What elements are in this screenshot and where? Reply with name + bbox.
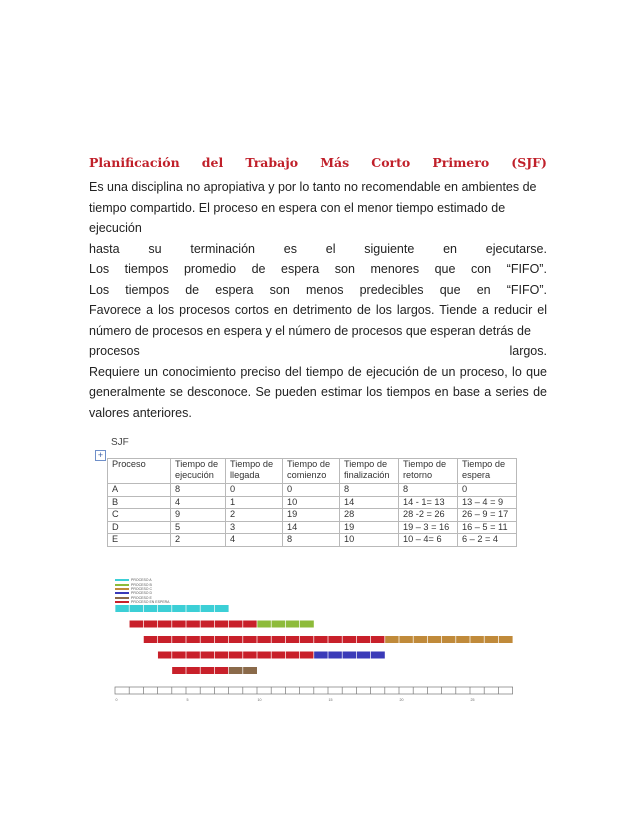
gantt-wait-cell-C bbox=[328, 636, 342, 643]
table-cell: 8 bbox=[340, 484, 399, 497]
word: procesos bbox=[89, 344, 140, 358]
gantt-axis-tick-label: 25 bbox=[470, 698, 475, 702]
gantt-run-cell-D bbox=[328, 652, 342, 659]
table-cell: D bbox=[108, 521, 171, 534]
word: hasta bbox=[89, 241, 120, 256]
table-cell: 9 bbox=[171, 509, 226, 522]
gantt-run-cell-C bbox=[484, 636, 498, 643]
table-cell: C bbox=[108, 509, 171, 522]
column-header: Tiempo de llegada bbox=[226, 459, 283, 484]
legend-swatch bbox=[115, 579, 129, 581]
gantt-svg bbox=[110, 574, 520, 714]
heading-word: (SJF) bbox=[511, 155, 547, 170]
table-cell: 19 – 3 = 16 bbox=[399, 521, 458, 534]
heading-word: Primero bbox=[432, 155, 490, 170]
word: que bbox=[439, 282, 461, 297]
sjf-table bbox=[107, 458, 517, 547]
gantt-wait-cell-B bbox=[200, 621, 214, 628]
column-header: Tiempo de ejecución bbox=[171, 459, 226, 484]
gantt-run-cell-C bbox=[399, 636, 413, 643]
heading-word: Más bbox=[320, 155, 350, 170]
word: predecibles bbox=[359, 282, 424, 297]
gantt-wait-cell-C bbox=[172, 636, 186, 643]
table-cell: 10 – 4= 6 bbox=[399, 534, 458, 547]
heading-word: Trabajo bbox=[245, 155, 299, 170]
table-header-row bbox=[108, 459, 517, 484]
table-row bbox=[108, 509, 517, 522]
text-line-content: tiempo compartido. El proceso en espera con el menor tiempo estimado de ejecución bbox=[89, 200, 506, 235]
paragraph-1 bbox=[89, 177, 547, 423]
gantt-wait-cell-C bbox=[271, 636, 285, 643]
gantt-axis-tick-label: 20 bbox=[399, 698, 404, 702]
gantt-run-cell-A bbox=[172, 605, 186, 612]
table-cell: 0 bbox=[283, 484, 340, 497]
gantt-run-cell-E bbox=[243, 667, 257, 674]
gantt-wait-cell-C bbox=[285, 636, 299, 643]
gantt-run-cell-C bbox=[427, 636, 441, 643]
table-cell: 8 bbox=[283, 534, 340, 547]
legend-item bbox=[115, 600, 170, 604]
gantt-run-cell-B bbox=[271, 621, 285, 628]
table-cell: E bbox=[108, 534, 171, 547]
table-cell: 10 bbox=[340, 534, 399, 547]
legend-swatch bbox=[115, 588, 129, 590]
gantt-wait-cell-D bbox=[243, 652, 257, 659]
gantt-wait-cell-C bbox=[143, 636, 157, 643]
gantt-wait-cell-B bbox=[172, 621, 186, 628]
gantt-wait-cell-C bbox=[356, 636, 370, 643]
table-cell: 1 bbox=[226, 496, 283, 509]
column-header: Tiempo de finalización bbox=[340, 459, 399, 484]
column-header: Proceso bbox=[108, 459, 171, 484]
column-header: Tiempo de retorno bbox=[399, 459, 458, 484]
word: son bbox=[334, 262, 355, 276]
gantt-run-cell-A bbox=[158, 605, 172, 612]
gantt-run-cell-C bbox=[442, 636, 456, 643]
table-cell: 2 bbox=[171, 534, 226, 547]
legend-label: PROCESO C bbox=[131, 586, 153, 591]
gantt-axis-tick-label: 5 bbox=[186, 698, 189, 702]
gantt-run-cell-A bbox=[129, 605, 143, 612]
word: de bbox=[251, 262, 266, 276]
word: de bbox=[185, 282, 200, 297]
table-cell: 0 bbox=[458, 484, 517, 497]
word: son bbox=[269, 282, 290, 297]
section-heading bbox=[89, 155, 547, 170]
table-cell: 14 bbox=[340, 496, 399, 509]
gantt-wait-cell-D bbox=[229, 652, 243, 659]
table-cell: 13 – 4 = 9 bbox=[458, 496, 517, 509]
gantt-run-cell-A bbox=[186, 605, 200, 612]
table-cell: 28 bbox=[340, 509, 399, 522]
word: ejecutarse. bbox=[485, 241, 547, 256]
word: tiempos bbox=[124, 262, 169, 276]
gantt-wait-cell-B bbox=[243, 621, 257, 628]
paragraph-2: Favorece a los procesos cortos en detrimento de los largos. Tiende a reducir el número de procesos en espera y el número de procesos que esperan detrás de bbox=[89, 303, 547, 338]
gantt-wait-cell-B bbox=[186, 621, 200, 628]
gantt-run-cell-C bbox=[456, 636, 470, 643]
table-cell: 16 – 5 = 11 bbox=[458, 521, 517, 534]
word: es bbox=[283, 241, 297, 256]
legend-swatch bbox=[115, 592, 129, 594]
gantt-run-cell-A bbox=[200, 605, 214, 612]
gantt-wait-cell-E bbox=[214, 667, 228, 674]
gantt-wait-cell-D bbox=[271, 652, 285, 659]
gantt-run-cell-D bbox=[356, 652, 370, 659]
word: que bbox=[434, 262, 456, 276]
table-cell: 4 bbox=[226, 534, 283, 547]
gantt-run-cell-C bbox=[413, 636, 427, 643]
gantt-wait-cell-D bbox=[300, 652, 314, 659]
gantt-wait-cell-C bbox=[186, 636, 200, 643]
table-cell: 28 -2 = 26 bbox=[399, 509, 458, 522]
gantt-run-cell-A bbox=[143, 605, 157, 612]
text-line bbox=[89, 341, 547, 362]
gantt-wait-cell-C bbox=[243, 636, 257, 643]
gantt-chart bbox=[110, 574, 520, 714]
gantt-run-cell-D bbox=[314, 652, 328, 659]
table-row bbox=[108, 496, 517, 509]
gantt-wait-cell-E bbox=[186, 667, 200, 674]
gantt-wait-cell-C bbox=[371, 636, 385, 643]
table-cell: A bbox=[108, 484, 171, 497]
gantt-legend bbox=[115, 578, 170, 604]
gantt-wait-cell-C bbox=[200, 636, 214, 643]
text-line bbox=[89, 239, 547, 260]
table-cell: 14 bbox=[283, 521, 340, 534]
table-cell: 8 bbox=[399, 484, 458, 497]
table-row bbox=[108, 484, 517, 497]
heading-word: del bbox=[201, 155, 224, 170]
gantt-wait-cell-D bbox=[214, 652, 228, 659]
gantt-wait-cell-C bbox=[342, 636, 356, 643]
table-cell: 5 bbox=[171, 521, 226, 534]
word: Los bbox=[89, 282, 110, 297]
legend-label: PROCESO B bbox=[131, 582, 152, 587]
word: promedio bbox=[183, 262, 237, 276]
table-cell: B bbox=[108, 496, 171, 509]
column-header: Tiempo de comienzo bbox=[283, 459, 340, 484]
word: espera bbox=[215, 282, 254, 297]
word: espera bbox=[281, 262, 320, 276]
word: en bbox=[476, 282, 491, 297]
word: “FIFO”. bbox=[506, 262, 547, 276]
gantt-run-cell-D bbox=[371, 652, 385, 659]
gantt-wait-cell-B bbox=[129, 621, 143, 628]
word: menores bbox=[370, 262, 420, 276]
gantt-run-cell-B bbox=[285, 621, 299, 628]
table-cell: 4 bbox=[171, 496, 226, 509]
text-line bbox=[89, 259, 547, 280]
table-cell: 19 bbox=[283, 509, 340, 522]
table-cell: 2 bbox=[226, 509, 283, 522]
gantt-wait-cell-E bbox=[200, 667, 214, 674]
heading-word: Corto bbox=[371, 155, 411, 170]
word: Los bbox=[89, 262, 110, 276]
gantt-wait-cell-C bbox=[214, 636, 228, 643]
gantt-wait-cell-C bbox=[158, 636, 172, 643]
gantt-run-cell-D bbox=[342, 652, 356, 659]
gantt-wait-cell-D bbox=[172, 652, 186, 659]
gantt-wait-cell-D bbox=[285, 652, 299, 659]
legend-swatch bbox=[115, 597, 129, 599]
word: menos bbox=[305, 282, 344, 297]
word: su bbox=[148, 241, 162, 256]
table-cell: 6 – 2 = 4 bbox=[458, 534, 517, 547]
table-cell: 3 bbox=[226, 521, 283, 534]
table-cell: 19 bbox=[340, 521, 399, 534]
gantt-wait-cell-B bbox=[158, 621, 172, 628]
text-line bbox=[89, 177, 547, 198]
gantt-wait-cell-B bbox=[143, 621, 157, 628]
legend-label: PROCESO D bbox=[131, 591, 153, 596]
table-cell: 14 - 1= 13 bbox=[399, 496, 458, 509]
gantt-wait-cell-B bbox=[214, 621, 228, 628]
table-move-handle-icon[interactable]: + bbox=[95, 450, 106, 461]
table-cell: 26 – 9 = 17 bbox=[458, 509, 517, 522]
table-title: SJF bbox=[111, 437, 129, 448]
gantt-axis-tick-label: 15 bbox=[328, 698, 333, 702]
gantt-run-cell-B bbox=[300, 621, 314, 628]
gantt-wait-cell-C bbox=[229, 636, 243, 643]
gantt-run-cell-A bbox=[115, 605, 129, 612]
gantt-run-cell-C bbox=[470, 636, 484, 643]
gantt-wait-cell-D bbox=[200, 652, 214, 659]
gantt-wait-cell-D bbox=[257, 652, 271, 659]
legend-swatch bbox=[115, 584, 129, 586]
gantt-axis-tick-label: 0 bbox=[115, 698, 118, 702]
word: terminación bbox=[190, 241, 255, 256]
gantt-wait-cell-B bbox=[229, 621, 243, 628]
table-cell: 10 bbox=[283, 496, 340, 509]
gantt-run-cell-E bbox=[229, 667, 243, 674]
table-cell: 8 bbox=[171, 484, 226, 497]
gantt-wait-cell-C bbox=[300, 636, 314, 643]
gantt-run-cell-C bbox=[498, 636, 512, 643]
word: el bbox=[325, 241, 336, 256]
word: en bbox=[443, 241, 457, 256]
word: tiempos bbox=[125, 282, 170, 297]
legend-label: PROCESO EN ESPERA bbox=[131, 600, 170, 605]
text-line bbox=[89, 280, 547, 301]
text-line bbox=[89, 198, 547, 239]
text-line-content: Es una disciplina no apropiativa y por lo tanto no recomendable en ambientes de bbox=[89, 180, 537, 194]
word: largos. bbox=[509, 344, 547, 358]
gantt-wait-cell-D bbox=[158, 652, 172, 659]
paragraph-3: Requiere un conocimiento preciso del tiempo de ejecución de un proceso, lo que generalmente se desconoce. Se pueden estimar los tiempos en base a series de valores anteriores. bbox=[89, 364, 547, 420]
gantt-wait-cell-E bbox=[172, 667, 186, 674]
gantt-run-cell-B bbox=[257, 621, 271, 628]
table-row bbox=[108, 521, 517, 534]
gantt-wait-cell-D bbox=[186, 652, 200, 659]
word: con bbox=[470, 262, 492, 276]
table-row bbox=[108, 534, 517, 547]
table-body bbox=[108, 484, 517, 547]
gantt-run-cell-C bbox=[385, 636, 399, 643]
word: “FIFO”. bbox=[506, 282, 547, 297]
gantt-axis-tick-label: 10 bbox=[257, 698, 262, 702]
table-cell: 0 bbox=[226, 484, 283, 497]
word: siguiente bbox=[364, 241, 415, 256]
heading-word: Planificación bbox=[89, 155, 180, 170]
legend-label: PROCESO E bbox=[131, 595, 152, 600]
legend-swatch bbox=[115, 601, 129, 603]
gantt-wait-cell-C bbox=[257, 636, 271, 643]
legend-label: PROCESO A bbox=[131, 578, 152, 583]
gantt-wait-cell-C bbox=[314, 636, 328, 643]
gantt-run-cell-A bbox=[214, 605, 228, 612]
column-header: Tiempo de espera bbox=[458, 459, 517, 484]
